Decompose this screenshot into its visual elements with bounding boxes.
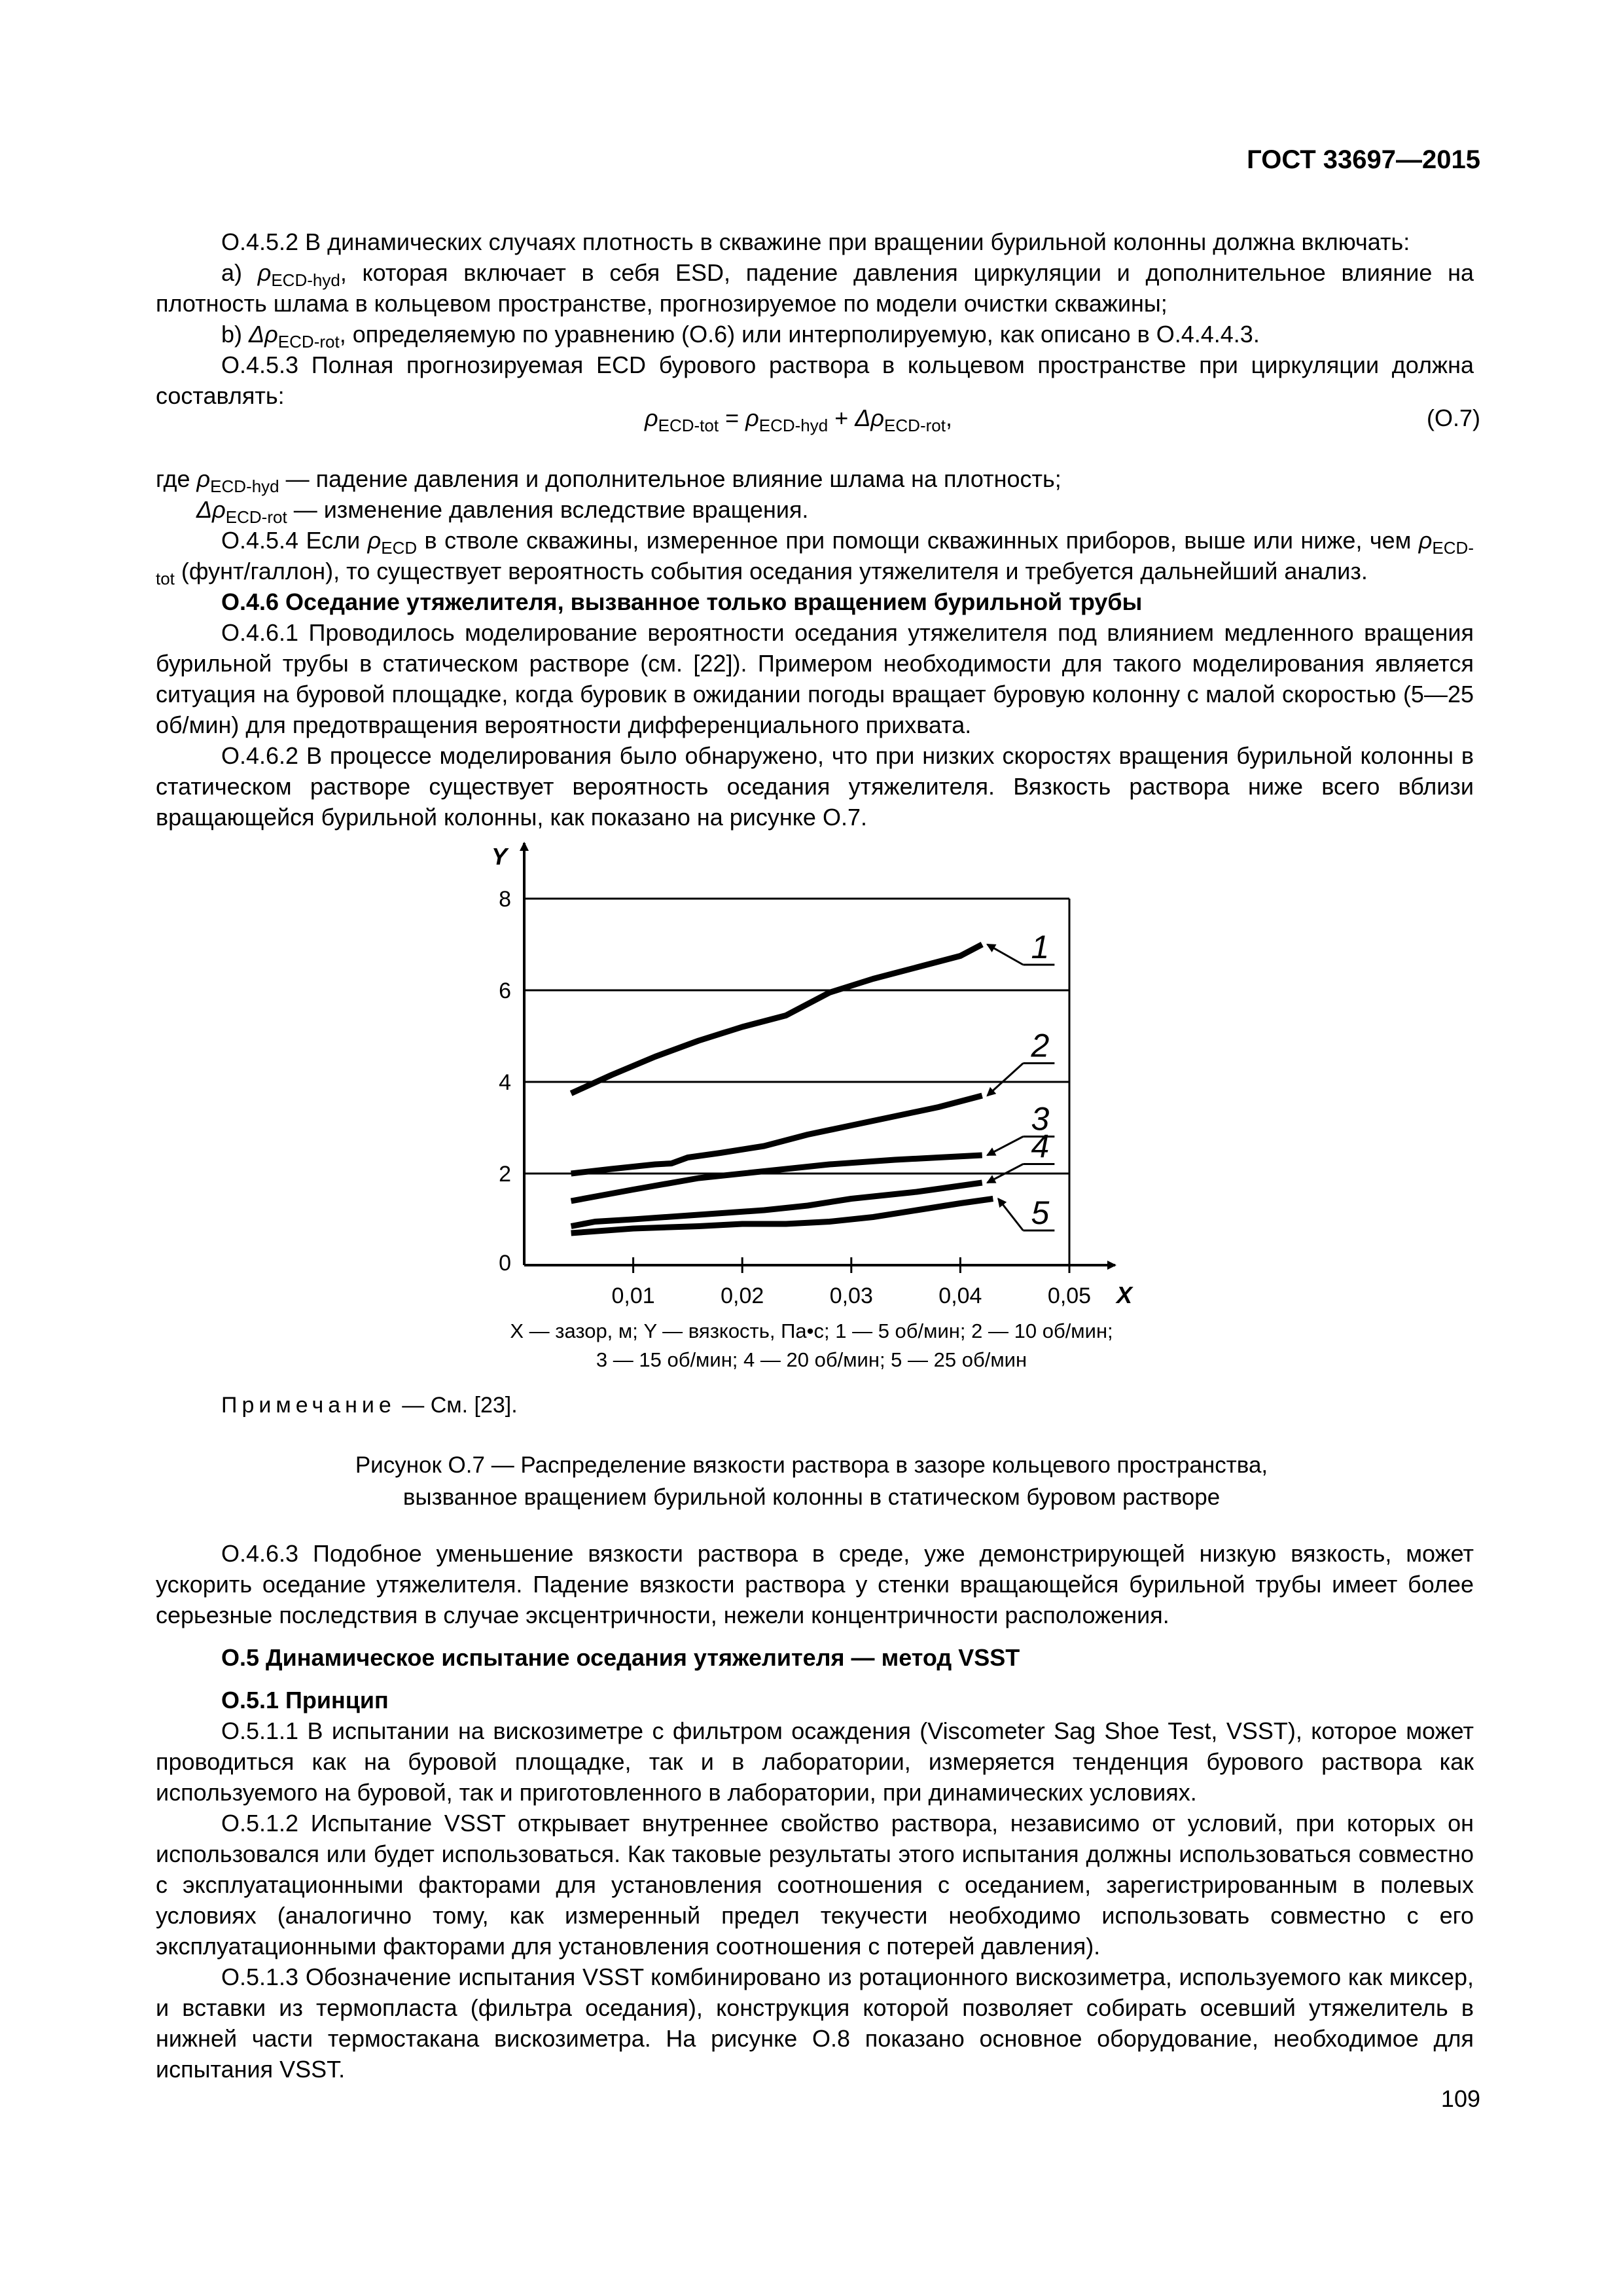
paragraph-o463: О.4.6.3 Подобное уменьшение вязкости раствора в среде, уже демонстрирующей низкую вязкость, может ускорить оседание утяжелителя. Падение вязкости раствора у стенки вращающейся бурильной трубы имеет более серьезные последствия в случае эксцентричности, нежели концентричности расположения. bbox=[156, 1540, 1474, 1628]
note-label: Примечание bbox=[221, 1393, 396, 1418]
equation-body: $\rho_{ECD-tot} = \rho_{ECD-hyd} + \Delta\rho_{ECD-rot}$, bbox=[645, 404, 952, 435]
y-tick-label: 8 bbox=[499, 887, 511, 912]
figure-legend-line-1: X — зазор, м; Y — вязкость, Па•с; 1 — 5 об/мин; 2 — 10 об/мин; bbox=[510, 1319, 1113, 1342]
leader-line-1 bbox=[988, 944, 1024, 965]
paragraph-o454: О.4.5.4 Если $\rho_{ECD}$ в стволе скважины, измеренное при помощи скважинных приборов, выше или ниже, чем $\rho_{ECD-tot}$ (фунт/галлон), то существует вероятность события оседания утяжелителя и требуется дальнейший анализ. bbox=[156, 527, 1474, 588]
paragraph-o453: О.4.5.3 Полная прогнозируемая ECD бурового раствора в кольцевом пространстве при циркуляции должна составлять: bbox=[156, 351, 1474, 409]
x-tick-label: 0,01 bbox=[611, 1283, 655, 1308]
paragraph-o452: О.4.5.2 В динамических случаях плотность в скважине при вращении бурильной колонны должна включать: bbox=[221, 228, 1410, 255]
paragraph-o511: О.5.1.1 В испытании на вискозиметре с фильтром осаждения (Viscometer Sag Shoe Test, VSST), которое может проводиться как на буровой площадке, так и в лаборатории, измеряется тенденция бурового раствора как используемого на буровой, так и приготовленного в лаборатории, при динамических условиях. bbox=[156, 1717, 1474, 1806]
leader-line-5 bbox=[998, 1199, 1023, 1231]
series-number-2: 2 bbox=[1031, 1027, 1050, 1064]
figure-legend-line-2: 3 — 15 об/мин; 4 — 20 об/мин; 5 — 25 об/мин bbox=[596, 1348, 1027, 1371]
section-bottom bbox=[156, 1538, 1474, 2085]
page-number: 109 bbox=[1440, 2085, 1480, 2112]
series-number-1: 1 bbox=[1031, 929, 1050, 965]
x-tick-label: 0,02 bbox=[721, 1283, 764, 1308]
series-line-2 bbox=[571, 1096, 982, 1174]
leader-line-2 bbox=[988, 1064, 1024, 1096]
y-tick-label: 4 bbox=[499, 1070, 511, 1095]
x-axis-label: X bbox=[1116, 1282, 1133, 1308]
figure-caption bbox=[0, 1449, 1623, 1513]
y-tick-label: 6 bbox=[499, 978, 511, 1003]
series-number-5: 5 bbox=[1031, 1194, 1050, 1231]
figure-legend bbox=[0, 1317, 1623, 1374]
origin-label: 0 bbox=[499, 1251, 511, 1276]
heading-o51: О.5.1 Принцип bbox=[221, 1687, 389, 1713]
series-line-5 bbox=[571, 1199, 993, 1234]
x-tick-label: 0,05 bbox=[1047, 1283, 1092, 1308]
x-tick-label: 0,04 bbox=[938, 1283, 982, 1308]
where-line-2: $\Delta\rho_{ECD-rot}$ — изменение давления вследствие вращения. bbox=[196, 496, 809, 527]
document-header: ГОСТ 33697—2015 bbox=[1247, 145, 1480, 174]
paragraph-item-b: b) $\Delta\rho_{ECD-rot}$, определяемую по уравнению (О.6) или интерполируемую, как описано в О.4.4.4.3. bbox=[221, 321, 1260, 351]
series-number-3: 3 bbox=[1031, 1100, 1050, 1138]
y-axis-label: Y bbox=[491, 843, 508, 870]
note-text: — См. [23]. bbox=[395, 1393, 518, 1418]
paragraph-o461: О.4.6.1 Проводилось моделирование вероятности оседания утяжелителя под влиянием медленного вращения бурильной трубы в статическом растворе (см. [22]). Примером необходимости для такого моделирования является ситуация на буровой площадке, когда буровик в ожидании погоды вращает буровую колонну с малой скоростью (5—25 об/мин) для предотвращения вероятности дифференциального прихвата. bbox=[156, 619, 1474, 738]
chart-grid bbox=[524, 899, 1069, 1265]
x-tick-label: 0,03 bbox=[829, 1283, 873, 1308]
heading-o5: О.5 Динамическое испытание оседания утяжелителя — метод VSST bbox=[221, 1644, 1020, 1671]
figure-caption-line-1: Рисунок О.7 — Распределение вязкости раствора в зазоре кольцевого пространства, bbox=[355, 1452, 1268, 1478]
chart-labels bbox=[491, 843, 1133, 1308]
leader-line-3 bbox=[988, 1137, 1024, 1156]
heading-o46: О.4.6 Оседание утяжелителя, вызванное только вращением бурильной трубы bbox=[221, 588, 1143, 615]
equation-number: (О.7) bbox=[1426, 404, 1480, 431]
paragraph-o512: О.5.1.2 Испытание VSST открывает внутреннее свойство раствора, независимо от условий, при которых он использовался или будет использоваться. Как таковые результаты этого испытания должны использоваться совместно с эксплуатационными факторами для установления соотношения с оседанием, зарегистрированным в полевых условиях (аналогично тому, как измеренный предел текучести необходимо использовать совместно с его эксплуатационными факторами для установления соотношения с потерей давления). bbox=[156, 1810, 1474, 1960]
series-line-1 bbox=[571, 944, 982, 1094]
chart-series bbox=[571, 944, 1055, 1233]
chart-axes bbox=[524, 843, 1115, 1273]
where-line-1: где $\rho_{ECD-hyd}$ — падение давления и дополнительное влияние шлама на плотность; bbox=[156, 465, 1061, 496]
figure-note bbox=[221, 1393, 518, 1418]
paragraph-o513: О.5.1.3 Обозначение испытания VSST комбинировано из ротационного вискозиметра, используемого как миксер, и вставки из термопласта (фильтра оседания), конструкция которой позволяет собирать осевший утяжелитель в нижней части термостакана вискозиметра. На рисунке О.8 показано основное оборудование, необходимое для испытания VSST. bbox=[156, 1964, 1474, 2083]
y-tick-label: 2 bbox=[499, 1162, 511, 1187]
series-number-4: 4 bbox=[1031, 1128, 1050, 1165]
paragraph-item-a: a) $\rho_{ECD-hyd}$, которая включает в себя ESD, падение давления циркуляции и дополнительное влияние на плотность шлама в кольцевом пространстве, прогнозируемое по модели очистки скважины; bbox=[156, 259, 1474, 317]
figure-caption-line-2: вызванное вращением бурильной колонны в статическом буровом растворе bbox=[402, 1484, 1221, 1510]
paragraph-o462: О.4.6.2 В процессе моделирования было обнаружено, что при низких скоростях вращения бурильной колонны в статическом растворе существует вероятность оседания утяжелителя. Вязкость раствора ниже всего вблизи вращающейся бурильной колонны, как показано на рисунке О.7. bbox=[156, 742, 1474, 831]
